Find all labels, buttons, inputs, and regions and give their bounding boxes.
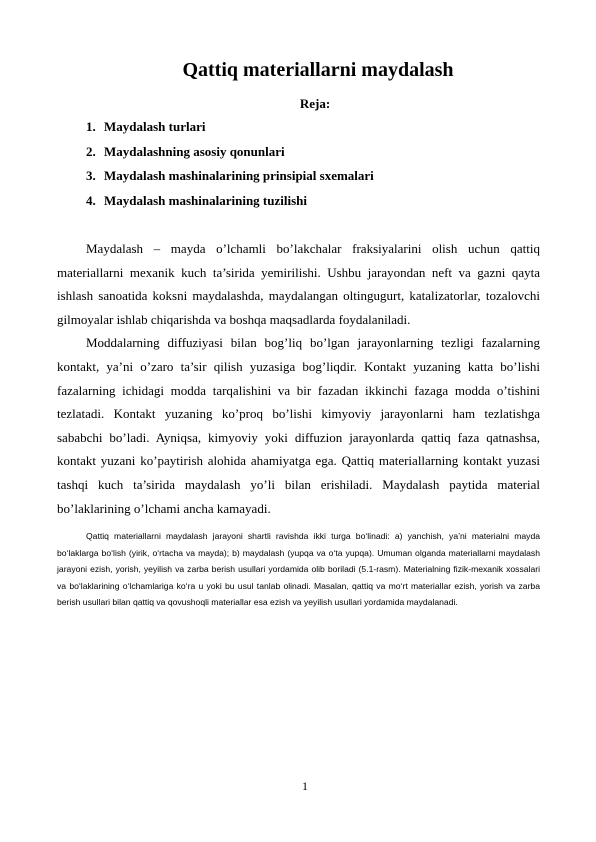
small-text (57, 528, 540, 611)
body-paragraph: Moddalarning diffuziyasi bilan bog’liq bo’lgan jarayonlarning tezligi fazalarning kontakt, ya’ni o’zaro ta’sir qilish yuzasiga bog’liqdir. Kontakt yuzaning katta bo’lishi fazalarning ichidagi modda tarqalishini va bir fazadan ikkinchi fazaga modda o’tishini tezlatadi. Kontakt yuzaning ko’proq bo’lishi kimyoviy jarayonlarni ham tezlatishga sababchi bo’ladi. Ayniqsa, kimyoviy yoki diffuzion jarayonlarda qattiq faza qatnashsa, kontakt yuzani ko’paytirish alohida ahamiyatga ega. Qattiq materiallarning kontakt yuzasi tashqi kuch ta’sirida maydalash yo’li bilan erishiladi. Maydalash paytida material bo’laklarining o’lchami ancha kamayadi. (57, 335, 540, 516)
plan-item-label: Maydalash mashinalarining prinsipial sxemalari (104, 168, 374, 183)
plan-list (86, 119, 374, 217)
plan-item-label: Maydalash turlari (104, 119, 206, 134)
plan-item (86, 193, 374, 218)
plan-heading: Reja: (299, 96, 331, 111)
plan-item (86, 168, 374, 193)
document-title: Qattiq materiallarni maydalash (182, 59, 454, 81)
plan-item-number: 3. (86, 168, 96, 183)
plan-item-label: Maydalashning asosiy qonunlari (104, 143, 285, 159)
small-paragraph: Qattiq materiallarni maydalash jarayoni shartli ravishda ikki turga bo‘linadi: a) yanchish, ya’ni materialni mayda bo‘laklarga bo‘lish (yirik, o‘rtacha va mayda); b) maydalash (yupqa va o‘ta yupqa). Umuman olganda materiallarni maydalash jarayoni ezish, yorish, yeyilish va zarba berish usullari yordamida olib boriladi (5.1-rasm). Materialning fizik-mexanik xossalari va bo‘laklarining o‘lchamlariga ko‘ra u yoki bu usul tanlab olinadi. Masalan, qattiq va mo‘rt materiallar ezish, yorish va zarba berish usullari bilan qattiq va qovushoqli materiallar esa ezish va yeyilish usullari yordamida maydalanadi. (57, 531, 540, 608)
body-text (57, 237, 540, 520)
plan-item-number: 1. (86, 119, 96, 134)
plan-item-number: 4. (86, 192, 96, 208)
plan-item (86, 144, 374, 169)
body-paragraph: Maydalash – mayda o’lchamli bo’lakchalar fraksiyalarini olish uchun qattiq materiallarni mexanik kuch ta’sirida yemirilishi. Ushbu jarayondan neft va gazni qayta ishlash sanoatida koksni maydalashda, maydalangan oltingugurt, katalizatorlar, tozalovchi gilmoyalar ishlab chiqarishda va boshqa maqsadlarda foydalaniladi. (57, 241, 540, 327)
plan-item-label: Maydalash mashinalarining tuzilishi (104, 192, 307, 208)
plan-item (86, 119, 374, 144)
plan-item-number: 2. (86, 143, 96, 159)
page-number: 1 (302, 779, 308, 793)
